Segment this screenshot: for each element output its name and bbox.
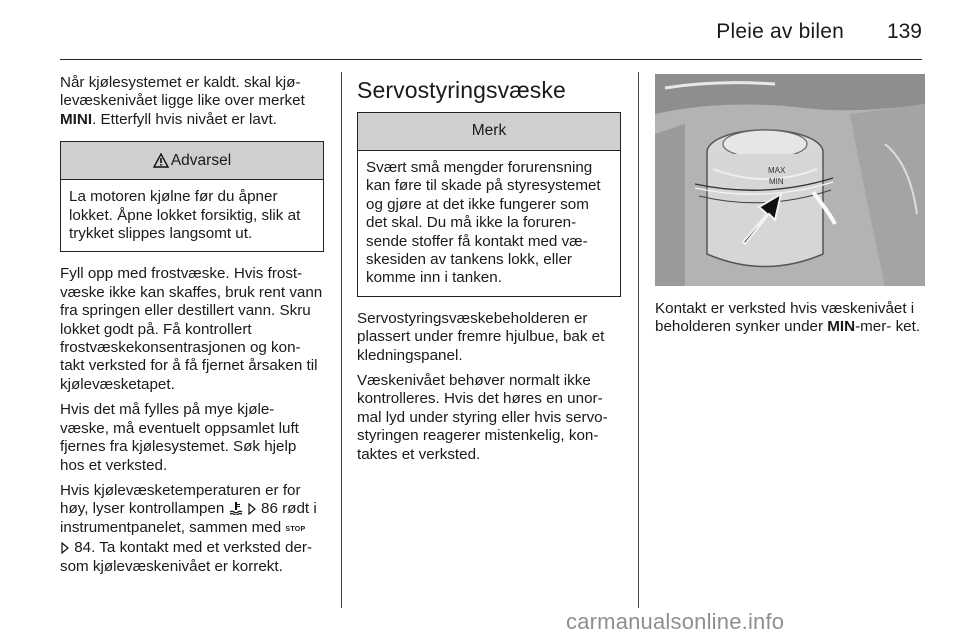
mini-mark: MINI [60,110,93,128]
page-reference-arrow-icon [60,542,70,554]
refill-paragraph: Fyll opp med frostvæske. Hvis frost- væske ikke kan skaffes, bruk rent vann fra springen eller destillert vann. Skru lokket godt på. Få kontrollert frostvæskekonsentrasjonen og kon- takt verksted for å få fjernet årsaken til kjølevæsketapet. [60,265,323,393]
reservoir-location-paragraph: Servostyringsvæskebeholderen er plassert under fremre hjulbue, bak et kledningspanel. [357,309,605,364]
page-number: 139 [886,20,922,43]
note-text: Svært små mengder forurensning kan føre til skade på styresystemet og gjøre at det ikke fungerer som det skal. Du må ikke la foruren- sende stoffer få kontakt med væ- skesiden av tankens lokk, eller komme inn i tanken. [366,159,601,287]
bleed-paragraph: Hvis det må fylles på mye kjøle- væske, må eventuelt oppsamlet luft fjernes fra kjølesystemet. Søk hjelp hos et verksted. [60,401,299,474]
column-divider [341,72,342,608]
page-ref-84: 84 [74,539,92,557]
min-label: MIN [769,177,784,186]
column-2 [357,74,621,471]
coolant-level-paragraph: Når kjølesystemet er kaldt. skal kjø- levæskenivået ligge like over merket MINI. Etterfyll hvis nivået er lavt. [60,74,305,128]
column-1 [60,74,324,583]
page-title: Pleie av bilen [716,20,844,43]
check-paragraph: Væskenivået behøver normalt ikke kontrolleres. Hvis det høres en unor- mal lyd under styring eller hvis servo- styringen reagerer mistenkelig, kon- taktes et verksted. [357,372,608,463]
overheat-paragraph: Hvis kjølevæsketemperaturen er for høy, lyser kontrollampen 86 rødt i instrumentpanelet, sammen med STOP 84. Ta kontakt med et verksted der- som kjølevæskenivået er korrekt. [60,481,317,575]
note-header [358,113,620,151]
warning-title: Advarsel [170,151,232,169]
page-ref-86: 86 [261,500,278,518]
page-reference-arrow-icon [247,503,257,515]
page-header [60,16,922,60]
stop-icon: STOP [285,525,306,533]
reservoir-illustration [655,74,925,286]
warning-header [61,142,323,180]
note-title: Merk [471,122,507,140]
watermark: carmanualsonline.info [566,609,785,634]
warning-text: La motoren kjølne før du åpner lokket. Åpne lokket forsiktig, slik at trykket slippes langsomt ut. [69,188,301,243]
section-heading: Servostyringsvæske [357,77,566,103]
reservoir-photo [655,74,925,286]
max-label: MAX [768,166,786,175]
column-divider [638,72,639,608]
warning-triangle-icon [153,153,169,168]
warning-box [60,141,324,252]
min-level-paragraph: Kontakt er verksted hvis væskenivået i beholderen synker under MIN-mer- ket. [655,300,921,336]
note-box [357,112,621,297]
min-mark: MIN [827,318,856,336]
column-3 [655,74,925,344]
coolant-temperature-icon [229,501,243,515]
